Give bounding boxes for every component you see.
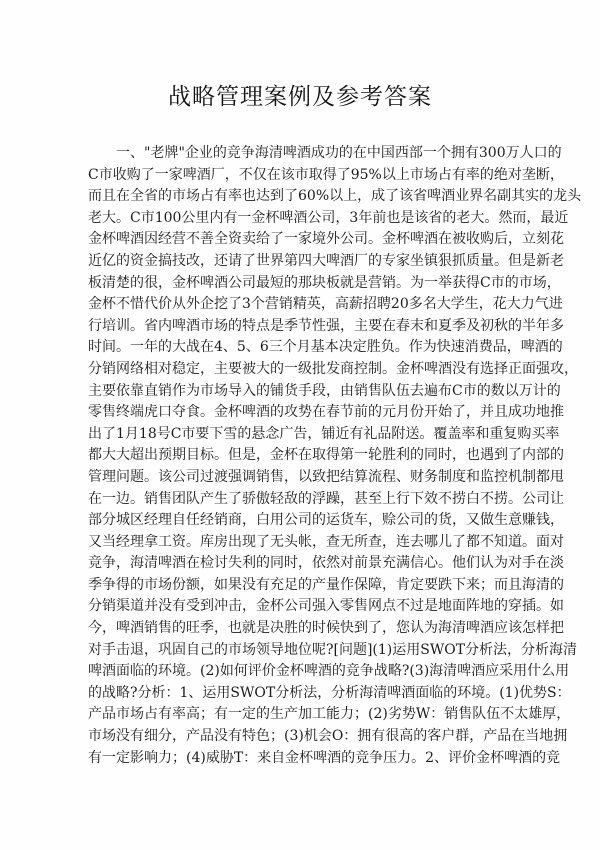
body-text-line: 金杯不惜代价从外企挖了3个营销精英，高薪招聘20多名大学生，花大力气进: [88, 296, 563, 313]
body-text-line: 竞争，海清啤酒在检讨失利的同时，依然对前景充满信心。他们认为对手在淡: [88, 555, 564, 572]
body-text-line: 行培训。省内啤酒市场的特点是季节性强，主要在春末和夏季及初秋的半年多: [88, 317, 564, 334]
body-text-line: 主要依靠直销作为市场导入的铺货手段，由销售队伍去遍布C市的数以万计的: [88, 382, 561, 399]
body-text-line: 产品市场占有率高；有一定的生产加工能力；(2)劣势W：销售队伍不太雄厚，: [88, 706, 571, 723]
body-text-line: 时间。一年的大战在4、5、6三个月基本决定胜负。作为快速消费品，啤酒的: [88, 339, 563, 356]
body-text-line: 对手击退，巩固自己的市场领导地位呢?[问题](1)运用SWOT分析法，分析海清: [88, 641, 578, 658]
body-text-line: 管理问题。该公司过渡强调销售，以致把结算流程、财务制度和监控机制都甩: [88, 468, 564, 485]
body-text-line: 一、"老牌"企业的竞争海清啤酒成功的在中国西部一个拥有300万人口的: [116, 145, 562, 161]
body-text-line: 季争得的市场份额，如果没有充足的产量作保障，肯定要跌下来；而且海清的: [88, 576, 564, 593]
body-text-line: 分销网络相对稳定，主要被大的一级批发商控制。金杯啤酒没有选择正面强攻，: [88, 360, 578, 377]
body-text-line: 都大大超出预期目标。但是，金杯在取得第一轮胜利的同时，也遇到了内部的: [88, 447, 564, 464]
body-text-line: 板清楚的很，金杯啤酒公司最短的那块板就是营销。为一举获得C市的市场，: [88, 274, 561, 291]
body-text-line: 零售终端虎口夺食。金杯啤酒的攻势在春节前的元月份开始了，并且成功地推: [88, 404, 564, 421]
body-text-line: 而且在全省的市场占有率也达到了60%以上，成了该省啤酒业界名副其实的龙头: [88, 188, 582, 205]
body-text-line: 部分城区经理自任经销商，白用公司的运货车，赊公司的货，又做生意赚钱，: [88, 512, 564, 529]
body-text-line: 金杯啤酒因经营不善全资卖给了一家境外公司。金杯啤酒在被收购后，立刻花: [88, 231, 564, 248]
body-text-line: 近亿的资金搞技改，还请了世界第四大啤酒厂的专家坐镇狠抓质量。但是新老: [88, 252, 564, 269]
body-text-line: 市场没有细分，产品没有特色；(3)机会O：拥有很高的客户群，产品在当地拥: [88, 728, 568, 745]
body-text-line: 老大。C市100公里内有一金杯啤酒公司，3年前也是该省的老大。然而，最近: [88, 209, 569, 226]
body-text-line: 有一定影响力；(4)威胁T：来自金杯啤酒的竞争压力。2、评价金杯啤酒的竞: [88, 749, 561, 766]
body-text-line: 今，啤酒销售的旺季，也就是决胜的时候快到了，您认为海清啤酒应该怎样把: [88, 620, 564, 637]
body-text-line: 又当经理拿工资。库房出现了无头帐，查无所查，连去哪儿了都不知道。面对: [88, 533, 564, 550]
body-text-line: 出了1月18号C市要下雪的悬念广告，铺近有礼品附送。覆盖率和重复购买率: [88, 425, 560, 442]
body-text-line: 啤酒面临的环境。(2)如何评价金杯啤酒的竞争战略?(3)海清啤酒应采用什么用: [88, 663, 570, 680]
body-text-line: C市收购了一家啤酒厂，不仅在该市取得了95%以上市场占有率的绝对垄断，: [88, 166, 564, 183]
body-text-line: 分销渠道并没有受到冲击，金杯公司强入零售网点不过是地面阵地的穿插。如: [88, 598, 564, 615]
document-body: [88, 143, 582, 769]
body-text-line: 在一边。销售团队产生了骄傲轻敌的浮躁，甚至上行下效不捞白不捞。公司让: [88, 490, 564, 507]
body-text-line: 的战略?分析：1、运用SWOT分析法，分析海清啤酒面临的环境。(1)优势S：: [88, 684, 571, 701]
document-title: 战略管理案例及参考答案: [168, 84, 432, 110]
